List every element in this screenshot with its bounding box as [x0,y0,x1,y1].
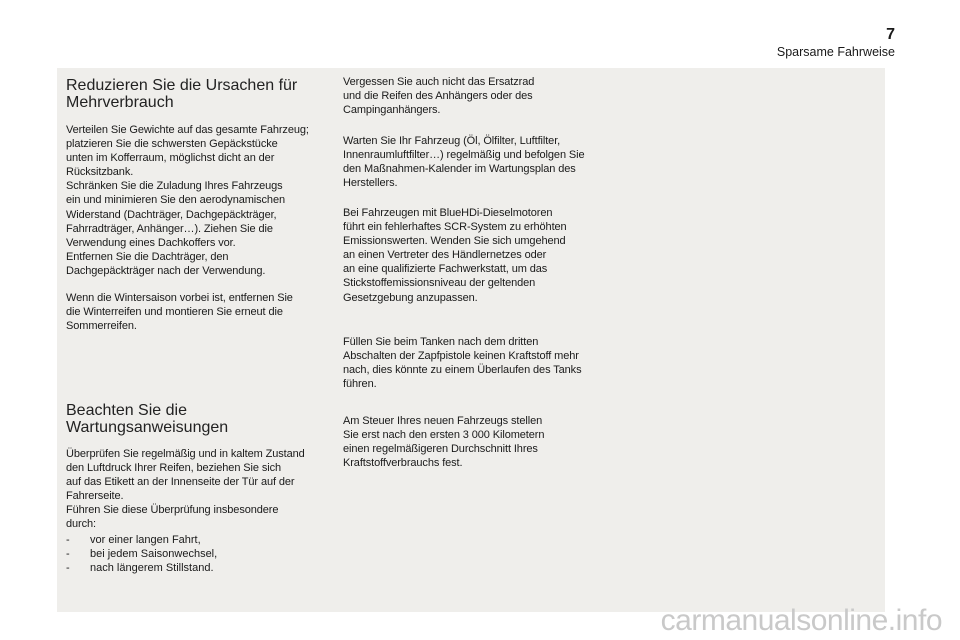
paragraph-scr-system: Bei Fahrzeugen mit BlueHDi-Dieselmotoren führt ein fehlerhaftes SCR-System zu erhöhten Emissionswerten. Wenden Sie sich umgehend an einen Vertreter des Händlernetzes oder an eine qualifizierte Fachwerkstatt, um das Stickstoffemissionsniveau der geltenden Gesetzgebung anzupassen. [343,207,567,304]
check-list [66,533,328,575]
page-number: 7 [886,26,895,43]
paragraph-refuelling: Füllen Sie beim Tanken nach dem dritten Abschalten der Zapfpistole keinen Kraftstoff mehr nach, dies könnte zu einem Überlaufen des Tanks führen. [343,336,582,391]
paragraph-winter-tyres: Wenn die Wintersaison vorbei ist, entfernen Sie die Winterreifen und montieren Sie erneut die Sommerreifen. [66,292,293,333]
section-heading-maintenance: Beachten Sie die Wartungsanweisungen [66,402,229,436]
chapter-title: Sparsame Fahrweise [776,45,895,59]
paragraph-tyre-pressure: Überprüfen Sie regelmäßig und in kaltem Zustand den Luftdruck Ihrer Reifen, beziehen Sie sich auf das Etikett an der Innenseite der Tür auf der Fahrerseite. Führen Sie diese Überprüfung insbesondere durch: [66,448,305,531]
paragraph-running-in: Am Steuer Ihres neuen Fahrzeugs stellen Sie erst nach den ersten 3 000 Kilometern einen regelmäßigeren Durchschnitt Ihres Kraftstoffverbrauchs fest. [343,415,545,470]
list-item: - bei jedem Saisonwechsel, [66,547,328,561]
paragraph-weight: Verteilen Sie Gewichte auf das gesamte Fahrzeug; platzieren Sie die schwersten Gepäckstücke unten im Kofferraum, möglichst dicht an der Rücksitzbank. Schränken Sie die Zuladung Ihres Fahrzeugs ein und minimieren Sie den aerodynamischen Widerstand (Dachträger, Dachgepäckträger, Fahrradträger, Anhänger…). Ziehen Sie die Verwendung eines Dachkoffers vor. Entfernen Sie die Dachträger, den Dachgepäckträger nach der Verwendung. [66,124,309,277]
watermark: carmanualsonline.info [660,604,942,637]
list-item: - nach längerem Stillstand. [66,561,328,575]
list-item: - vor einer langen Fahrt, [66,533,328,547]
paragraph-spare-wheel: Vergessen Sie auch nicht das Ersatzrad und die Reifen des Anhängers oder des Campinganhängers. [343,76,535,117]
paragraph-service: Warten Sie Ihr Fahrzeug (Öl, Ölfilter, Luftfilter, Innenraumluftfilter…) regelmäßig und befolgen Sie den Maßnahmen-Kalender im Wartungsplan des Herstellers. [343,135,585,190]
section-heading-consumption: Reduzieren Sie die Ursachen für Mehrverbrauch [66,77,298,111]
